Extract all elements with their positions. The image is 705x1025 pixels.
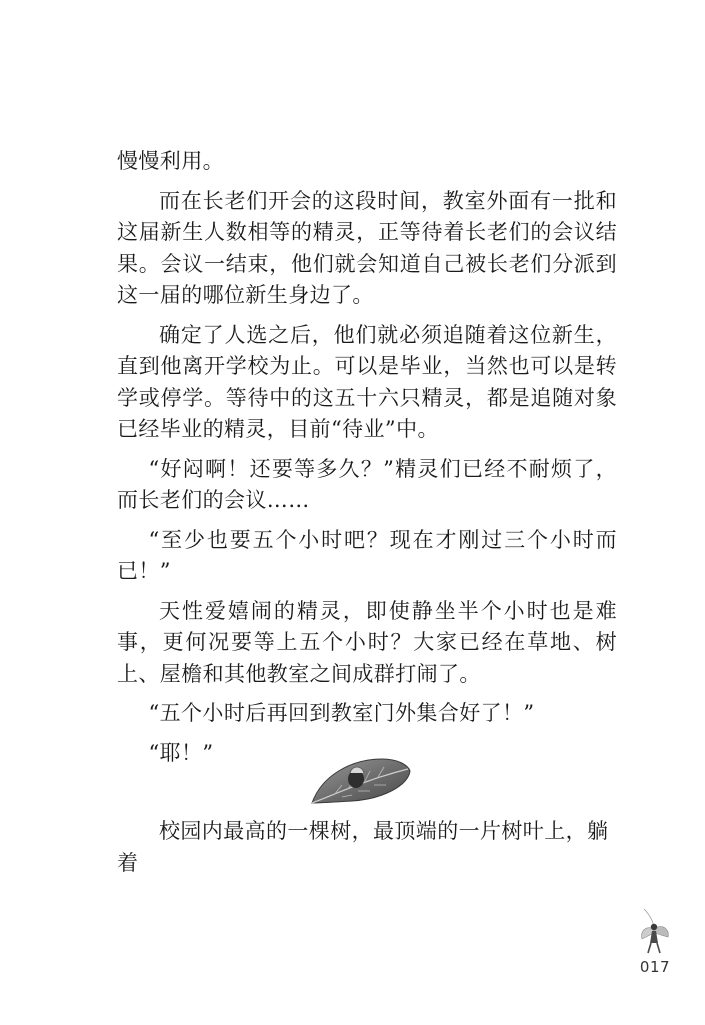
paragraph-7: “五个小时后再回到教室门外集合好了！” (148, 701, 535, 725)
paragraph-4: “好闷啊！还要等多久？”精灵们已经不耐烦了，而长老们的会议…… (117, 456, 617, 512)
paragraph-5: “至少也要五个小时吧？现在才刚过三个小时而已！” (117, 527, 617, 583)
fairy-icon (636, 905, 672, 959)
body-text (117, 146, 617, 777)
paragraph-3: 确定了人选之后，他们就必须追随着这位新生，直到他离开学校为止。可以是毕业，当然也可以是转学或停学。等待中的这五十六只精灵，都是追随对象已经毕业的精灵，目前“待业”中。 (117, 322, 617, 441)
paragraph-1: 慢慢利用。 (117, 149, 224, 173)
paragraph-6: 天性爱嬉闹的精灵，即使静坐半个小时也是难事，更何况要等上五个小时？大家已经在草地、树上、屋檐和其他教室之间成群打闹了。 (117, 598, 617, 686)
leaf-with-sleeping-fairy-icon (308, 755, 412, 807)
paragraph-9: 校园内最高的一棵树，最顶端的一片树叶上，躺着 (117, 819, 609, 875)
paragraph-8: “耶！” (148, 740, 214, 765)
paragraph-2: 而在长老们开会的这段时间，教室外面有一批和这届新生人数相等的精灵，正等待着长老们的会议结果。会议一结束，他们就会知道自己被长老们分派到这一届的哪位新生身边了。 (117, 188, 617, 307)
page-number: 017 (639, 958, 671, 976)
